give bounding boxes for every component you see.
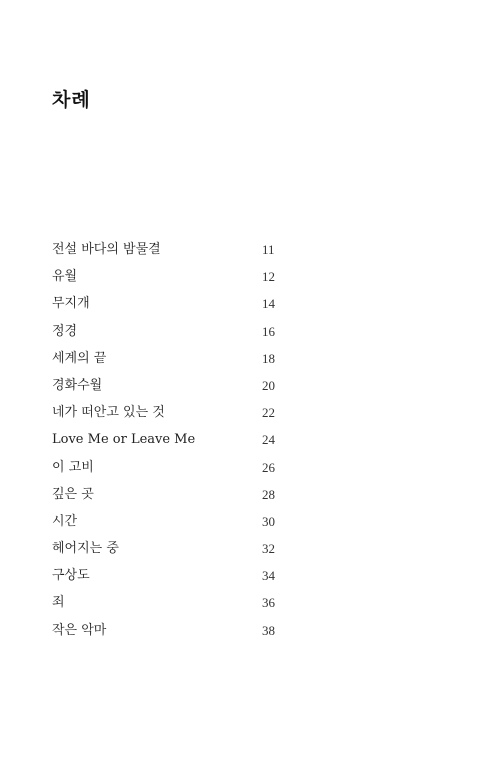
toc-entry-title: 이 고비: [52, 459, 94, 475]
toc-entry[interactable]: [52, 535, 282, 562]
table-of-contents: [52, 236, 282, 644]
toc-entry[interactable]: [52, 290, 282, 317]
toc-entry-title: 전설 바다의 밤물결: [52, 242, 161, 257]
toc-entry[interactable]: [52, 617, 282, 644]
toc-entry[interactable]: [52, 263, 282, 290]
toc-entry-title: 유월: [52, 269, 78, 285]
toc-entry-page: 28: [262, 486, 275, 502]
toc-entry-title: 시간: [52, 513, 78, 529]
toc-entry[interactable]: [52, 345, 282, 372]
toc-entry-title: 작은 악마: [52, 622, 107, 638]
toc-entry[interactable]: [52, 454, 282, 481]
toc-entry[interactable]: [52, 426, 282, 453]
toc-entry[interactable]: [52, 318, 282, 345]
toc-entry-title: Love Me or Leave Me: [52, 432, 196, 448]
toc-entry-page: 18: [262, 350, 275, 366]
toc-entry-page: 11: [262, 242, 275, 257]
toc-entry-title: 세계의 끝: [52, 350, 107, 366]
toc-entry-page: 20: [262, 377, 275, 393]
toc-entry[interactable]: [52, 372, 282, 399]
toc-entry-title: 죄: [52, 595, 65, 611]
toc-entry-page: 32: [262, 541, 275, 557]
toc-entry[interactable]: [52, 589, 282, 616]
page-title: 차례: [52, 88, 91, 111]
toc-entry-title: 경화수월: [52, 377, 103, 393]
toc-entry-title: 깊은 곳: [52, 486, 94, 502]
toc-entry[interactable]: [52, 399, 282, 426]
toc-entry-title: 구상도: [52, 568, 90, 584]
toc-entry-title: 네가 떠안고 있는 것: [52, 405, 165, 421]
toc-entry[interactable]: [52, 481, 282, 508]
toc-entry-page: 34: [262, 568, 275, 584]
toc-entry[interactable]: [52, 236, 282, 263]
toc-entry[interactable]: [52, 562, 282, 589]
toc-entry-title: 정경: [52, 323, 78, 339]
toc-entry-title: 무지개: [52, 296, 90, 312]
toc-entry-page: 38: [262, 622, 275, 638]
toc-entry-page: 26: [262, 459, 275, 475]
toc-entry-page: 24: [262, 432, 275, 448]
toc-entry-page: 16: [262, 323, 275, 339]
toc-entry-page: 14: [262, 296, 275, 312]
toc-entry-page: 30: [262, 513, 275, 529]
toc-entry-title: 헤어지는 중: [52, 541, 119, 557]
toc-entry-page: 36: [262, 595, 275, 611]
toc-entry-page: 12: [262, 269, 275, 285]
toc-entry[interactable]: [52, 508, 282, 535]
toc-entry-page: 22: [262, 405, 275, 421]
